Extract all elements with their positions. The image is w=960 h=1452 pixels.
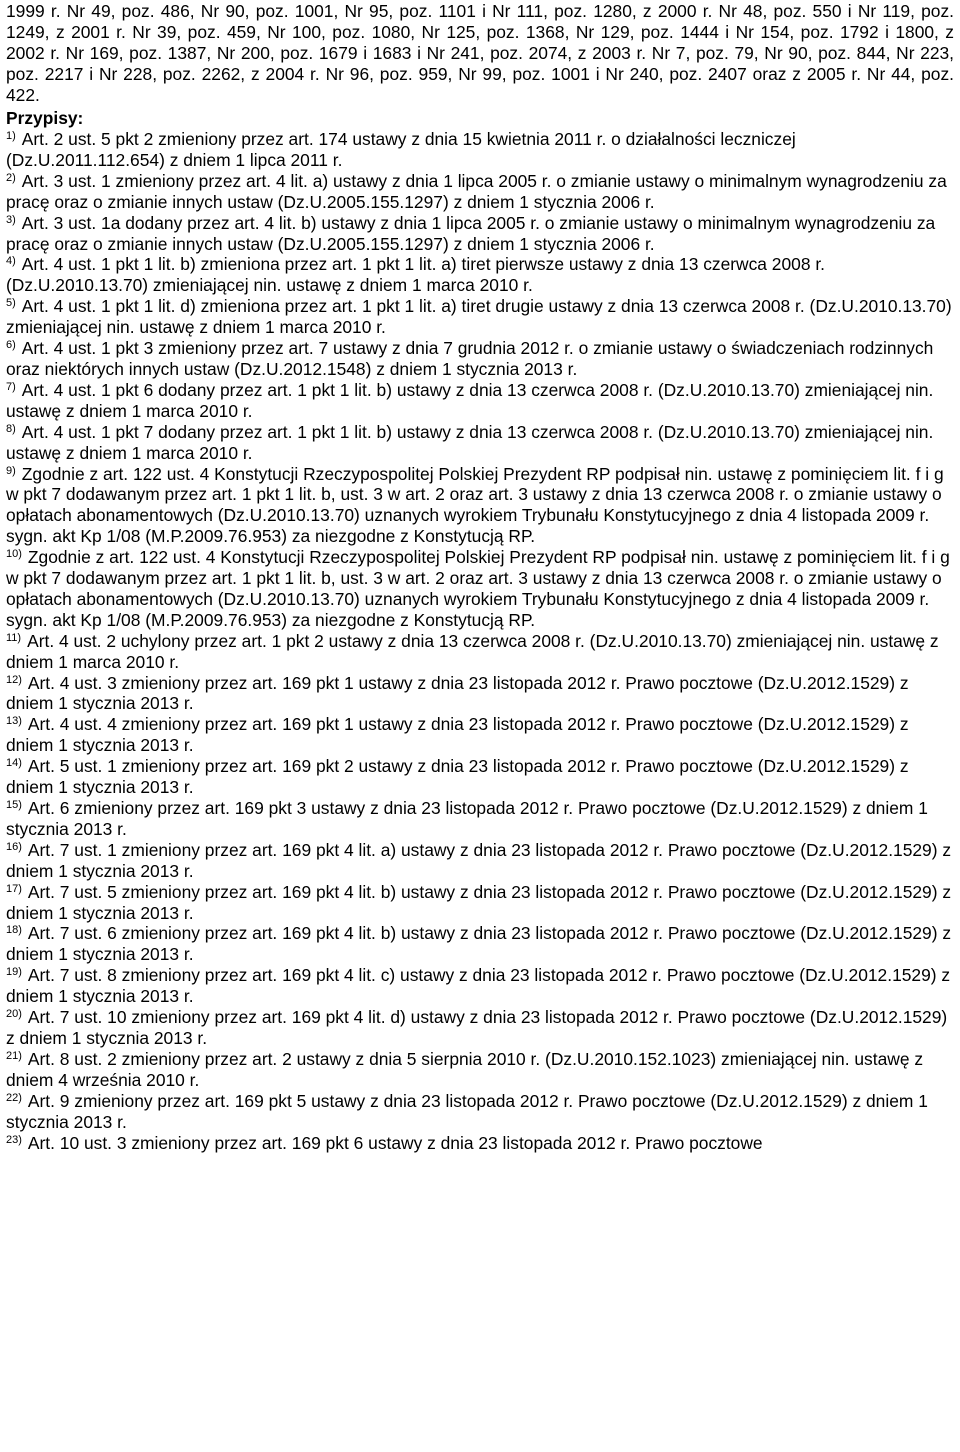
footnote-item bbox=[6, 547, 954, 631]
footnote-text: Art. 4 ust. 1 pkt 1 lit. b) zmieniona przez art. 1 pkt 1 lit. a) tiret pierwsze ustawy z dnia 13 czerwca 2008 r. (Dz.U.2010.13.70) zmieniającej nin. ustawę z dniem 1 marca 2010 r. bbox=[6, 254, 825, 296]
footnote-number: 6) bbox=[6, 339, 16, 352]
footnote-number: 15) bbox=[6, 799, 22, 811]
footnote-text: Art. 7 ust. 6 zmieniony przez art. 169 pkt 4 lit. b) ustawy z dnia 23 listopada 2012 r. Prawo pocztowe (Dz.U.2012.1529) z dniem 1 stycznia 2013 r. bbox=[6, 923, 952, 965]
footnote-text: Art. 4 ust. 2 uchylony przez art. 1 pkt 2 ustawy z dnia 13 czerwca 2008 r. (Dz.U.2010.13.70) zmieniającej nin. ustawę z dniem 1 marca 2010 r. bbox=[6, 630, 939, 672]
footnote-number: 14) bbox=[6, 757, 22, 770]
footnote-item bbox=[6, 840, 954, 882]
footnotes-list bbox=[6, 129, 954, 1153]
document-page bbox=[6, 0, 954, 1452]
footnote-text: Art. 2 ust. 5 pkt 2 zmieniony przez art. 174 ustawy z dnia 15 kwietnia 2011 r. o działalności leczniczej (Dz.U.2011.112.654) z dniem 1 lipca 2011 r. bbox=[6, 129, 796, 170]
footnote-text: Art. 7 ust. 5 zmieniony przez art. 169 pkt 4 lit. b) ustawy z dnia 23 listopada 2012 r. Prawo pocztowe (Dz.U.2012.1529) z dniem 1 stycznia 2013 r. bbox=[6, 881, 952, 923]
footnote-number: 12) bbox=[6, 673, 22, 686]
footnote-number: 16) bbox=[6, 840, 22, 853]
footnote-text: Art. 4 ust. 3 zmieniony przez art. 169 pkt 1 ustawy z dnia 23 listopada 2012 r. Prawo pocztowe (Dz.U.2012.1529) z dniem 1 stycznia 2013 r. bbox=[6, 672, 909, 714]
footnote-number: 18) bbox=[6, 924, 22, 937]
footnote-text: Art. 3 ust. 1 zmieniony przez art. 4 lit. a) ustawy z dnia 1 lipca 2005 r. o zmianie ustawy o minimalnym wynagrodzeniu za pracę oraz o zmianie innych ustaw (Dz.U.2005.155.1297) z dniem 1 stycznia 2006 r. bbox=[6, 170, 947, 212]
footnote-text: Art. 4 ust. 4 zmieniony przez art. 169 pkt 1 ustawy z dnia 23 listopada 2012 r. Prawo pocztowe (Dz.U.2012.1529) z dniem 1 stycznia 2013 r. bbox=[6, 714, 909, 756]
footnote-item bbox=[6, 1049, 954, 1091]
footnote-number: 4) bbox=[6, 255, 16, 268]
footnote-text: Art. 7 ust. 8 zmieniony przez art. 169 pkt 4 lit. c) ustawy z dnia 23 listopada 2012 r. Prawo pocztowe (Dz.U.2012.1529) z dniem 1 stycznia 2013 r. bbox=[6, 965, 951, 1007]
footnote-number: 1) bbox=[6, 130, 16, 142]
footnote-item bbox=[6, 338, 954, 380]
footnote-item bbox=[6, 1091, 954, 1133]
footnote-text: Art. 4 ust. 1 pkt 7 dodany przez art. 1 pkt 1 lit. b) ustawy z dnia 13 czerwca 2008 r. (Dz.U.2010.13.70) zmieniającej nin. ustawę z dniem 1 marca 2010 r. bbox=[6, 421, 934, 463]
footnote-text: Art. 4 ust. 1 pkt 1 lit. d) zmieniona przez art. 1 pkt 1 lit. a) tiret drugie ustawy z dnia 13 czerwca 2008 r. (Dz.U.2010.13.70) zmieniającej nin. ustawę z dniem 1 marca 2010 r. bbox=[6, 296, 952, 338]
footnote-number: 11) bbox=[6, 631, 22, 644]
footnote-item bbox=[6, 254, 954, 296]
footnote-text: Art. 5 ust. 1 zmieniony przez art. 169 pkt 2 ustawy z dnia 23 listopada 2012 r. Prawo pocztowe (Dz.U.2012.1529) z dniem 1 stycznia 2013 r. bbox=[6, 756, 909, 798]
footnote-item bbox=[6, 171, 954, 213]
footnote-text: Zgodnie z art. 122 ust. 4 Konstytucji Rzeczypospolitej Polskiej Prezydent RP podpisał nin. ustawę z pominięciem lit. f i g w pkt 7 dodawanym przez art. 1 pkt 1 lit. b, ust. 3 w art. 2 oraz art. 3 ustawy z dnia 13 czerwca 2008 r. o zmianie ustawy o opłatach abonamentowych (Dz.U.2010.13.70) uznanych wyrokiem Trybunału Konstytucyjnego z dnia 4 listopada 2009 r. sygn. akt Kp 1/08 (M.P.2009.76.953) za niezgodne z Konstytucją RP. bbox=[6, 547, 950, 630]
footnote-number: 3) bbox=[6, 213, 16, 226]
footnote-number: 20) bbox=[6, 1008, 22, 1021]
footnote-text: Art. 4 ust. 1 pkt 3 zmieniony przez art. 7 ustawy z dnia 7 grudnia 2012 r. o zmianie ustawy o świadczeniach rodzinnych oraz niektórych innych ustaw (Dz.U.2012.1548) z dniem 1 stycznia 2013 r. bbox=[6, 338, 934, 379]
footnote-text: Art. 4 ust. 1 pkt 6 dodany przez art. 1 pkt 1 lit. b) ustawy z dnia 13 czerwca 2008 r. (Dz.U.2010.13.70) zmieniającej nin. ustawę z dniem 1 marca 2010 r. bbox=[6, 379, 934, 421]
footnote-number: 19) bbox=[6, 966, 22, 979]
footnote-item bbox=[6, 213, 954, 255]
footnote-item bbox=[6, 422, 954, 464]
footnote-text: Art. 8 ust. 2 zmieniony przez art. 2 ustawy z dnia 5 sierpnia 2010 r. (Dz.U.2010.152.1023) zmieniającej nin. ustawę z dniem 4 września 2010 r. bbox=[6, 1048, 924, 1090]
footnote-text: Art. 6 zmieniony przez art. 169 pkt 3 ustawy z dnia 23 listopada 2012 r. Prawo pocztowe (Dz.U.2012.1529) z dniem 1 stycznia 2013 r. bbox=[6, 798, 928, 839]
footnote-number: 21) bbox=[6, 1049, 22, 1062]
footnote-item bbox=[6, 1133, 954, 1154]
footnote-number: 22) bbox=[6, 1091, 22, 1104]
footnote-item bbox=[6, 380, 954, 422]
footnotes-heading: Przypisy: bbox=[6, 108, 84, 128]
footnote-number: 23) bbox=[6, 1133, 22, 1146]
footnote-number: 10) bbox=[6, 548, 22, 561]
footnote-text: Art. 9 zmieniony przez art. 169 pkt 5 ustawy z dnia 23 listopada 2012 r. Prawo pocztowe (Dz.U.2012.1529) z dniem 1 stycznia 2013 r. bbox=[6, 1090, 928, 1132]
footnote-item bbox=[6, 673, 954, 715]
footnote-number: 17) bbox=[6, 882, 22, 895]
footnote-item bbox=[6, 631, 954, 673]
footnote-item bbox=[6, 129, 954, 171]
footnote-text: Art. 10 ust. 3 zmieniony przez art. 169 pkt 6 ustawy z dnia 23 listopada 2012 r. Prawo pocztowe bbox=[27, 1132, 763, 1153]
footnote-item bbox=[6, 296, 954, 338]
footnote-number: 2) bbox=[6, 171, 16, 184]
footnote-text: Zgodnie z art. 122 ust. 4 Konstytucji Rzeczypospolitej Polskiej Prezydent RP podpisał nin. ustawę z pominięciem lit. f i g w pkt 7 dodawanym przez art. 1 pkt 1 lit. b, ust. 3 w art. 2 oraz art. 3 ustawy z dnia 13 czerwca 2008 r. o zmianie ustawy o opłatach abonamentowych (Dz.U.2010.13.70) uznanych wyrokiem Trybunału Konstytucyjnego z dnia 4 listopada 2009 r. sygn. akt Kp 1/08 (M.P.2009.76.953) za niezgodne z Konstytucją RP. bbox=[6, 463, 944, 547]
intro-paragraph: 1999 r. Nr 49, poz. 486, Nr 90, poz. 1001, Nr 95, poz. 1101 i Nr 111, poz. 1280, z 2000 r. Nr 48, poz. 550 i Nr 119, poz. 1249, z 2001 r. Nr 39, poz. 459, Nr 100, poz. 1080, Nr 125, poz. 1368, Nr 129, poz. 1444 i Nr 154, poz. 1792 i 1800, z 2002 r. Nr 169, poz. 1387, Nr 200, poz. 1679 i 1683 i Nr 241, poz. 2074, z 2003 r. Nr 7, poz. 79, Nr 90, poz. 844, Nr 223, poz. 2217 i Nr 228, poz. 2262, z 2004 r. Nr 96, poz. 959, Nr 99, poz. 1001 i Nr 240, poz. 2407 oraz z 2005 r. Nr 44, poz. 422. bbox=[6, 1, 954, 105]
footnote-number: 9) bbox=[6, 464, 16, 477]
footnote-item bbox=[6, 714, 954, 756]
footnote-text: Art. 7 ust. 1 zmieniony przez art. 169 pkt 4 lit. a) ustawy z dnia 23 listopada 2012 r. Prawo pocztowe (Dz.U.2012.1529) z dniem 1 stycznia 2013 r. bbox=[6, 839, 952, 881]
footnote-number: 7) bbox=[6, 380, 16, 393]
footnote-item bbox=[6, 882, 954, 924]
footnote-item bbox=[6, 756, 954, 798]
footnote-item bbox=[6, 798, 954, 840]
footnote-item bbox=[6, 965, 954, 1007]
footnote-number: 5) bbox=[6, 297, 16, 310]
footnote-item bbox=[6, 923, 954, 965]
footnote-text: Art. 3 ust. 1a dodany przez art. 4 lit. b) ustawy z dnia 1 lipca 2005 r. o zmianie ustawy o minimalnym wynagrodzeniu za pracę oraz o zmianie innych ustaw (Dz.U.2005.155.1297) z dniem 1 stycznia 2006 r. bbox=[6, 212, 936, 254]
footnote-item bbox=[6, 1007, 954, 1049]
footnote-item bbox=[6, 464, 954, 548]
footnote-number: 8) bbox=[6, 422, 16, 435]
footnote-number: 13) bbox=[6, 715, 22, 728]
footnote-text: Art. 7 ust. 10 zmieniony przez art. 169 pkt 4 lit. d) ustawy z dnia 23 listopada 2012 r. Prawo pocztowe (Dz.U.2012.1529) z dniem 1 stycznia 2013 r. bbox=[6, 1007, 948, 1048]
